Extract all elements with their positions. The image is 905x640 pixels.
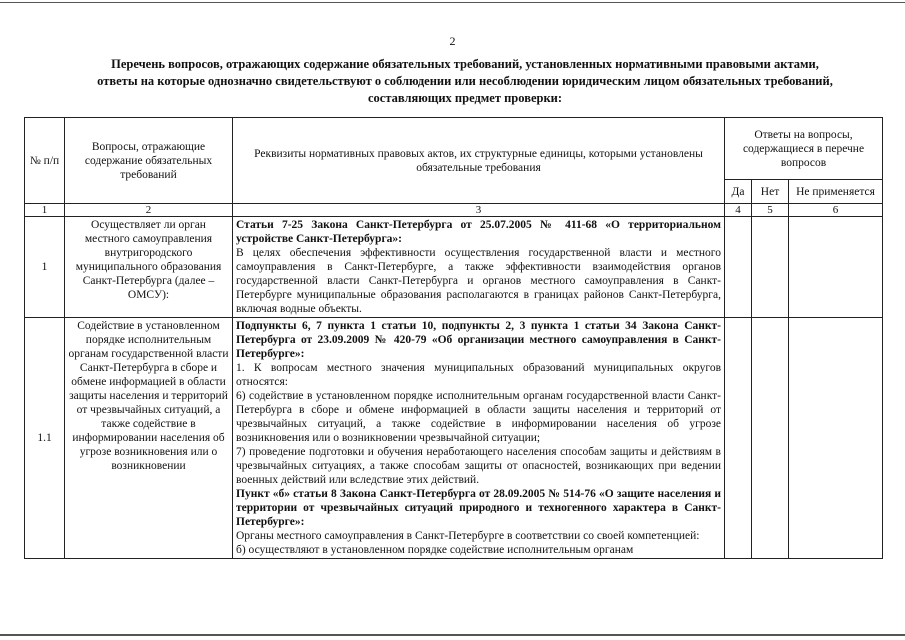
scan-edge-bottom bbox=[0, 634, 905, 636]
column-number-row bbox=[25, 204, 883, 217]
column-number: 5 bbox=[752, 204, 789, 217]
table-header-row bbox=[25, 118, 883, 180]
requirements-table bbox=[24, 117, 883, 559]
column-number: 2 bbox=[65, 204, 233, 217]
column-number: 6 bbox=[789, 204, 883, 217]
row-question: Осуществляет ли орган местного самоуправления внутригородского муниципального образования Санкт-Петербурга (далее – ОМСУ): bbox=[65, 217, 233, 318]
answer-na-cell[interactable] bbox=[789, 217, 883, 318]
table-row bbox=[25, 217, 883, 318]
row-number: 1 bbox=[25, 217, 65, 318]
column-number: 1 bbox=[25, 204, 65, 217]
title-line: Перечень вопросов, отражающих содержание обязательных требований, установленных нормативными правовыми актами, bbox=[111, 57, 819, 71]
requisite-paragraph: Статьи 7-25 Закона Санкт-Петербурга от 25.07.2005 № 411-68 «О территориальном устройстве Санкт-Петербурга»: bbox=[236, 219, 721, 245]
requisite-paragraph: Органы местного самоуправления в Санкт-Петербурге в соответствии со своей компетенцией: bbox=[236, 530, 700, 542]
header-na: Не применяется bbox=[789, 180, 883, 204]
header-requisites: Реквизиты нормативных правовых актов, их структурные единицы, которыми установлены обязательные требования bbox=[233, 118, 725, 204]
column-number: 4 bbox=[725, 204, 752, 217]
row-requisites bbox=[233, 318, 725, 559]
answer-yes-cell[interactable] bbox=[725, 217, 752, 318]
row-requisites bbox=[233, 217, 725, 318]
row-number: 1.1 bbox=[25, 318, 65, 559]
requisite-paragraph: В целях обеспечения эффективности осуществления государственной власти и местного самоуправления в Санкт-Петербурге, а также эффективности взаимодействия органов государственной власти Санкт-Петербурга и органов местного самоуправления в Санкт-Петербурге муниципальные образования располагаются в границах районов Санкт-Петербурга, включая водные объекты. bbox=[236, 247, 721, 315]
page-number: 2 bbox=[449, 34, 456, 48]
header-no: Нет bbox=[752, 180, 789, 204]
answer-no-cell[interactable] bbox=[752, 318, 789, 559]
requisite-paragraph: Пункт «б» статьи 8 Закона Санкт-Петербурга от 28.09.2005 № 514-76 «О защите населения и территории от чрезвычайных ситуаций природного и техногенного характера в Санкт-Петербурге»: bbox=[236, 488, 721, 528]
answer-na-cell[interactable] bbox=[789, 318, 883, 559]
requisite-paragraph: 1. К вопросам местного значения муниципальных образований муниципальных округов относятся: bbox=[236, 362, 721, 388]
table-row bbox=[25, 318, 883, 559]
document-title bbox=[40, 56, 890, 107]
header-num: № п/п bbox=[25, 118, 65, 204]
row-question: Содействие в установленном порядке исполнительным органам государственной власти Санкт-Петербурга в сборе и обмене информацией в области защиты населения и территорий от чрезвычайных ситуаций, а также содействие в информировании населения об угрозе возникновения или о возникновении bbox=[65, 318, 233, 559]
title-line: ответы на которые однозначно свидетельствуют о соблюдении или несоблюдении юридическим лицом обязательных требований, bbox=[97, 74, 833, 88]
answer-yes-cell[interactable] bbox=[725, 318, 752, 559]
header-answers: Ответы на вопросы, содержащиеся в перечне вопросов bbox=[725, 118, 883, 180]
scan-edge-top bbox=[0, 2, 905, 3]
requisite-paragraph: 7) проведение подготовки и обучения неработающего населения способам защиты и действиям в чрезвычайных ситуациях, а также способам защиты от опасностей, возникающих при ведении военных действий или вследствие этих действий. bbox=[236, 446, 721, 486]
title-line: составляющих предмет проверки: bbox=[367, 91, 563, 105]
column-number: 3 bbox=[233, 204, 725, 217]
header-questions: Вопросы, отражающие содержание обязательных требований bbox=[65, 118, 233, 204]
answer-no-cell[interactable] bbox=[752, 217, 789, 318]
header-yes: Да bbox=[725, 180, 752, 204]
requisite-paragraph: 6) содействие в установленном порядке исполнительным органам государственной власти Санкт-Петербурга в сборе и обмене информацией в области защиты населения и территорий от чрезвычайных ситуаций, а также содействие в информировании населения об угрозе возникновения или о возникновении чрезвычайной ситуации; bbox=[236, 390, 721, 444]
requisite-paragraph: Подпункты 6, 7 пункта 1 статьи 10, подпункты 2, 3 пункта 1 статьи 34 Закона Санкт-Петербурга от 23.09.2009 № 420-79 «Об организации местного самоуправления в Санкт-Петербурге»: bbox=[236, 320, 721, 360]
requisite-paragraph: б) осуществляют в установленном порядке содействие исполнительным органам bbox=[236, 544, 634, 556]
